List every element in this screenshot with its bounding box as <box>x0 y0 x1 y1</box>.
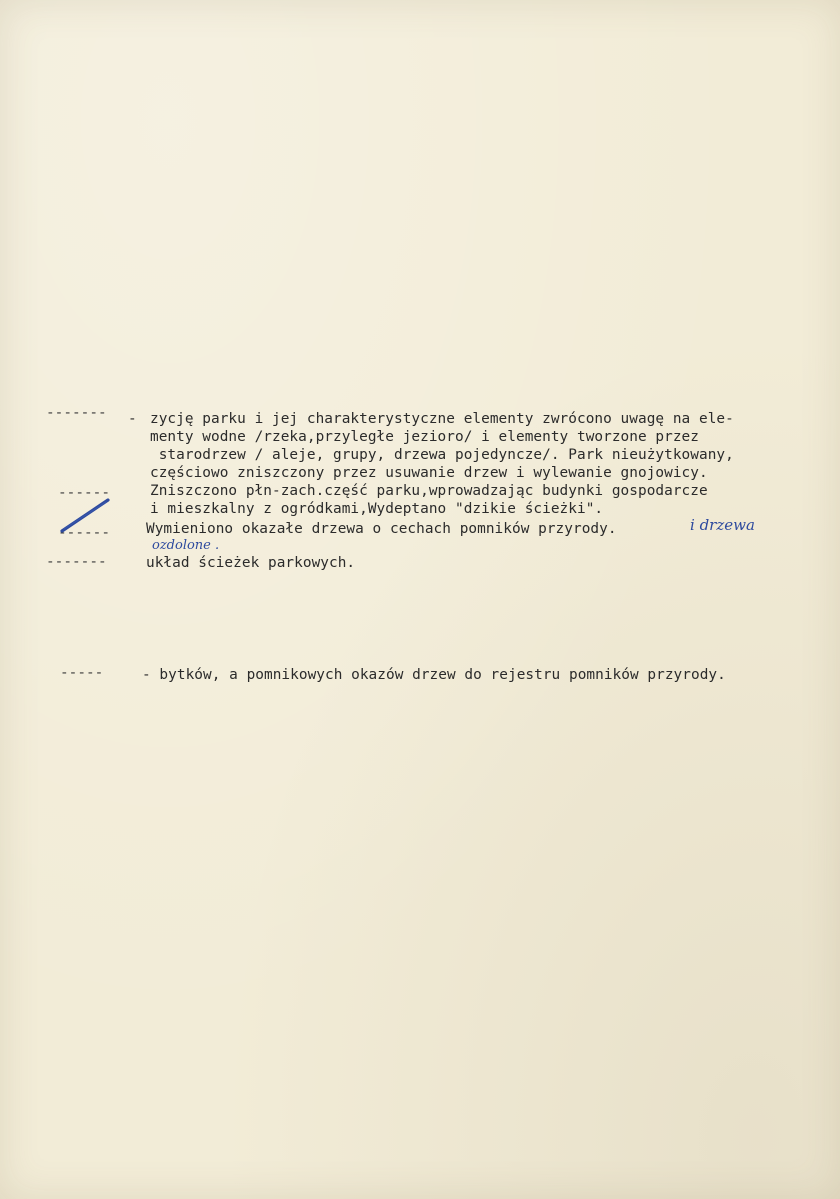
text-line-5: Zniszczono płn-zach.część parku,wprowadzając budynki gospodarcze <box>150 483 708 499</box>
margin-dash-marker: ------- <box>46 554 107 570</box>
list-dash: - <box>128 411 146 427</box>
text-line-4: częściowo zniszczony przez usuwanie drzew i wylewanie gnojowicy. <box>150 465 708 481</box>
handwritten-note: ozdolone . <box>152 538 220 553</box>
text-line-1: zycję parku i jej charakterystyczne elementy zwrócono uwagę na ele- <box>150 411 734 427</box>
text-line-8: układ ścieżek parkowych. <box>146 555 356 571</box>
pen-slash-mark <box>58 496 118 536</box>
margin-dash-marker: ------ <box>58 525 110 541</box>
text-line-6: i mieszkalny z ogródkami,Wydeptano "dzikie ścieżki". <box>150 501 604 517</box>
text-line-2: menty wodne /rzeka,przyległe jezioro/ i elementy tworzone przez <box>150 429 699 445</box>
handwritten-note: i drzewa <box>690 516 755 534</box>
text-line-7: Wymieniono okazałe drzewa o cechach pomników przyrody. <box>146 521 617 537</box>
margin-dash-marker: ----- <box>60 665 104 681</box>
margin-dash-marker: ------- <box>46 405 107 421</box>
text-line-9: - bytków, a pomnikowych okazów drzew do rejestru pomników przyrody. <box>142 667 726 683</box>
text-line-3: starodrzew / aleje, grupy, drzewa pojedyncze/. Park nieużytkowany, <box>150 447 734 463</box>
margin-dash-marker: ------ <box>58 485 110 501</box>
